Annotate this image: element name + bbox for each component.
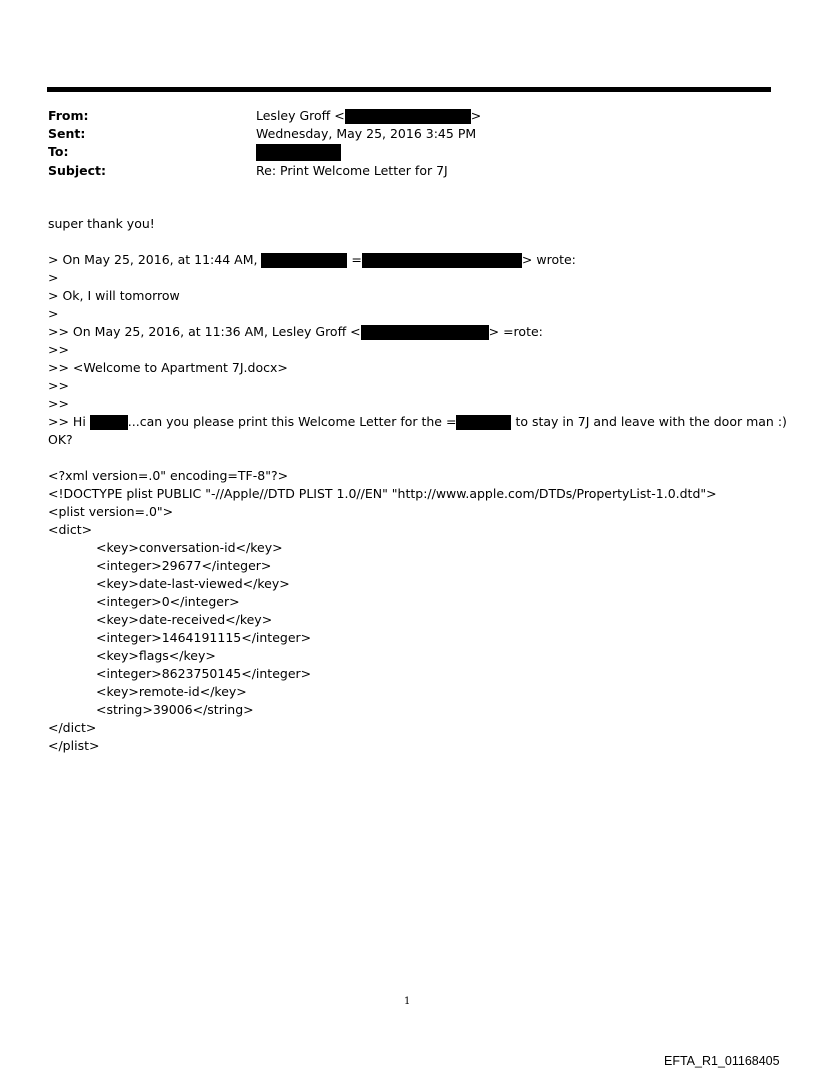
quoted-line: >> bbox=[48, 342, 69, 357]
from-name: Lesley Groff < bbox=[256, 108, 345, 123]
quoted-text: ...can you please print this Welcome Letter for the = bbox=[127, 414, 457, 429]
xml-line: <key>date-received</key> bbox=[96, 612, 273, 627]
quoted-line: > bbox=[48, 270, 59, 285]
quoted-text: > =rote: bbox=[488, 324, 543, 339]
quoted-line: OK? bbox=[48, 432, 73, 447]
from-value bbox=[256, 107, 481, 125]
from-label: From: bbox=[48, 108, 89, 123]
xml-line: <key>flags</key> bbox=[96, 648, 216, 663]
redaction-box bbox=[361, 325, 489, 340]
sent-value: Wednesday, May 25, 2016 3:45 PM bbox=[256, 126, 477, 141]
quoted-text: >> Hi bbox=[48, 414, 86, 429]
quoted-text: to stay in 7J and leave with the door man :) bbox=[515, 414, 787, 429]
quoted-text: >> On May 25, 2016, at 11:36 AM, Lesley Groff < bbox=[48, 324, 361, 339]
attachment-line: >> <Welcome to Apartment 7J.docx> bbox=[48, 360, 288, 375]
xml-line: <key>remote-id</key> bbox=[96, 684, 247, 699]
xml-line: <plist version=.0"> bbox=[48, 504, 174, 519]
subject-label: Subject: bbox=[48, 163, 106, 178]
document-id: EFTA_R1_01168405 bbox=[664, 1054, 780, 1068]
quoted-line bbox=[48, 251, 576, 269]
xml-line: <integer>8623750145</integer> bbox=[96, 666, 312, 681]
quoted-line: > bbox=[48, 306, 59, 321]
body-line: super thank you! bbox=[48, 216, 155, 231]
redaction-box bbox=[256, 144, 341, 161]
quoted-line: >> bbox=[48, 378, 69, 393]
xml-line: <?xml version=.0" encoding=TF-8"?> bbox=[48, 468, 289, 483]
sent-label: Sent: bbox=[48, 126, 86, 141]
redaction-box bbox=[345, 109, 471, 124]
redaction-box bbox=[456, 415, 511, 430]
header-rule bbox=[47, 87, 771, 92]
xml-line: <integer>0</integer> bbox=[96, 594, 240, 609]
xml-line: <integer>29677</integer> bbox=[96, 558, 272, 573]
xml-line: <key>conversation-id</key> bbox=[96, 540, 283, 555]
redaction-box bbox=[362, 253, 522, 268]
quoted-text: > wrote: bbox=[521, 252, 576, 267]
xml-line: </plist> bbox=[48, 738, 100, 753]
redaction-box bbox=[90, 415, 128, 430]
quoted-line: >> bbox=[48, 396, 69, 411]
quoted-text: = bbox=[351, 252, 362, 267]
xml-line: <dict> bbox=[48, 522, 93, 537]
to-label: To: bbox=[48, 144, 69, 159]
subject-value: Re: Print Welcome Letter for 7J bbox=[256, 163, 448, 178]
quoted-line bbox=[48, 323, 543, 341]
xml-line: <key>date-last-viewed</key> bbox=[96, 576, 290, 591]
quoted-line: > Ok, I will tomorrow bbox=[48, 288, 180, 303]
quoted-line bbox=[48, 413, 787, 431]
from-close: > bbox=[470, 108, 482, 123]
xml-line: <integer>1464191115</integer> bbox=[96, 630, 312, 645]
quoted-text: > On May 25, 2016, at 11:44 AM, bbox=[48, 252, 258, 267]
redaction-box bbox=[261, 253, 347, 268]
xml-line: </dict> bbox=[48, 720, 97, 735]
page-number: 1 bbox=[404, 996, 411, 1007]
xml-line: <!DOCTYPE plist PUBLIC "-//Apple//DTD PLIST 1.0//EN" "http://www.apple.com/DTDs/PropertyList-1.0.dtd"> bbox=[48, 486, 717, 501]
to-value bbox=[256, 143, 341, 161]
xml-line: <string>39006</string> bbox=[96, 702, 254, 717]
